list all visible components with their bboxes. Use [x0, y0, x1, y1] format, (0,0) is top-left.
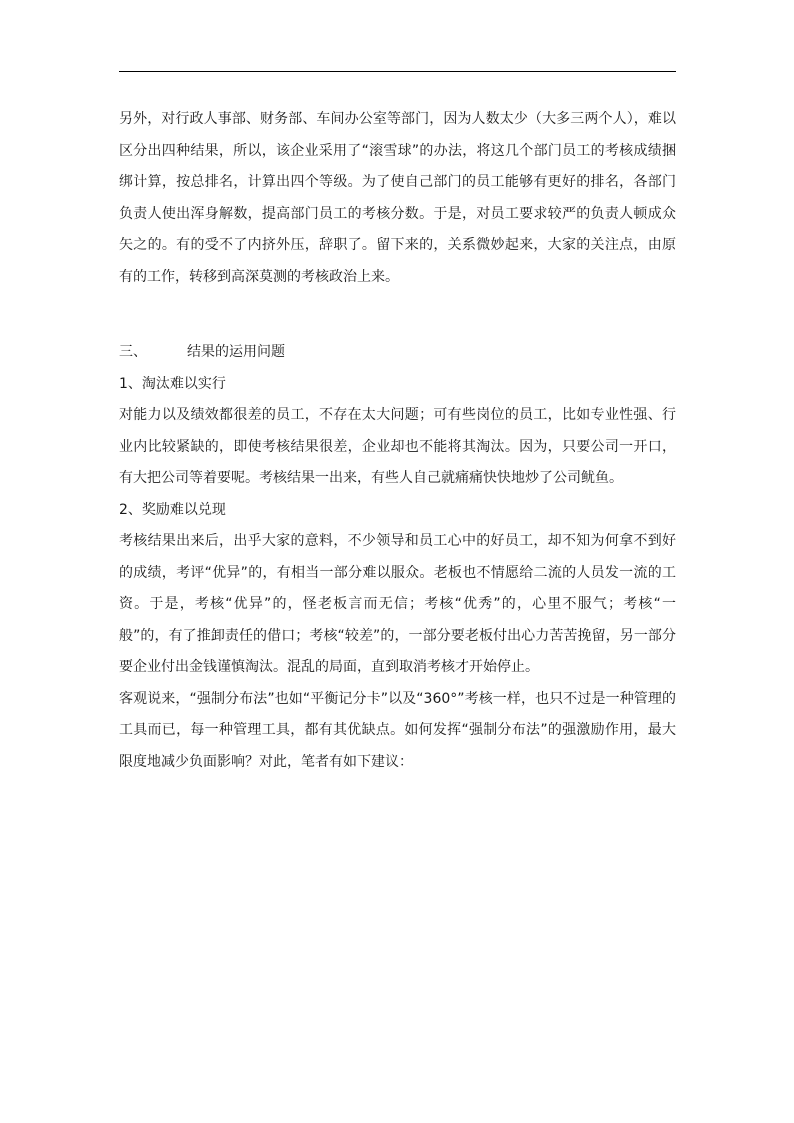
- paragraph: 另外，对行政人事部、财务部、车间办公室等部门，因为人数太少（大多三两个人），难以区分出四种结果，所以，该企业采用了“滚雪球”的办法，将这几个部门员工的考核成绩捆绑计算，按总排名，计算出四个等级。为了使自己部门的员工能够有更好的排名，各部门负责人使出浑身解数，提高部门员工的考核分数。于是，对员工要求较严的负责人顿成众矢之的。有的受不了内挤外压，辞职了。留下来的，关系微妙起来，大家的关注点，由原有的工作，转移到高深莫测的考核政治上来。: [119, 111, 676, 285]
- document-body: [119, 104, 676, 778]
- section-spacer: [119, 293, 676, 337]
- paragraph: 对能力以及绩效都很差的员工，不存在太大问题；可有些岗位的员工，比如专业性强、行业内比较紧缺的，即使考核结果很差，企业却也不能将其淘汰。因为，只要公司一开口，有大把公司等着要呢。考核结果一出来，有些人自己就痛痛快快地炒了公司鱿鱼。: [119, 407, 676, 486]
- section-number: 三、: [119, 344, 147, 360]
- subsection-heading: 2、奖励难以兑现: [119, 501, 226, 518]
- section-title: 结果的运用问题: [187, 344, 285, 360]
- header-rule: [119, 71, 676, 72]
- paragraph: 考核结果出来后，出乎大家的意料，不少领导和员工心中的好员工，却不知为何拿不到好的成绩，考评“优异”的，有相当一部分难以服众。老板也不情愿给二流的人员发一流的工资。于是，考核“优异”的，怪老板言而无信；考核“优秀”的，心里不服气；考核“一般”的，有了推卸责任的借口；考核“较差”的，一部分要老板付出心力苦苦挽留，另一部分要企业付出金钱谨慎淘汰。混乱的局面，直到取消考核才开始停止。: [119, 533, 676, 675]
- section-heading: [119, 337, 676, 369]
- paragraph: 客观说来，“强制分布法”也如“平衡记分卡”以及“360°”考核一样，也只不过是一种管理的工具而已，每一种管理工具，都有其优缺点。如何发挥“强制分布法”的强激励作用，最大限度地减少负面影响？对此，笔者有如下建议：: [119, 690, 676, 770]
- subsection-heading: 1、淘汰难以实行: [119, 375, 226, 392]
